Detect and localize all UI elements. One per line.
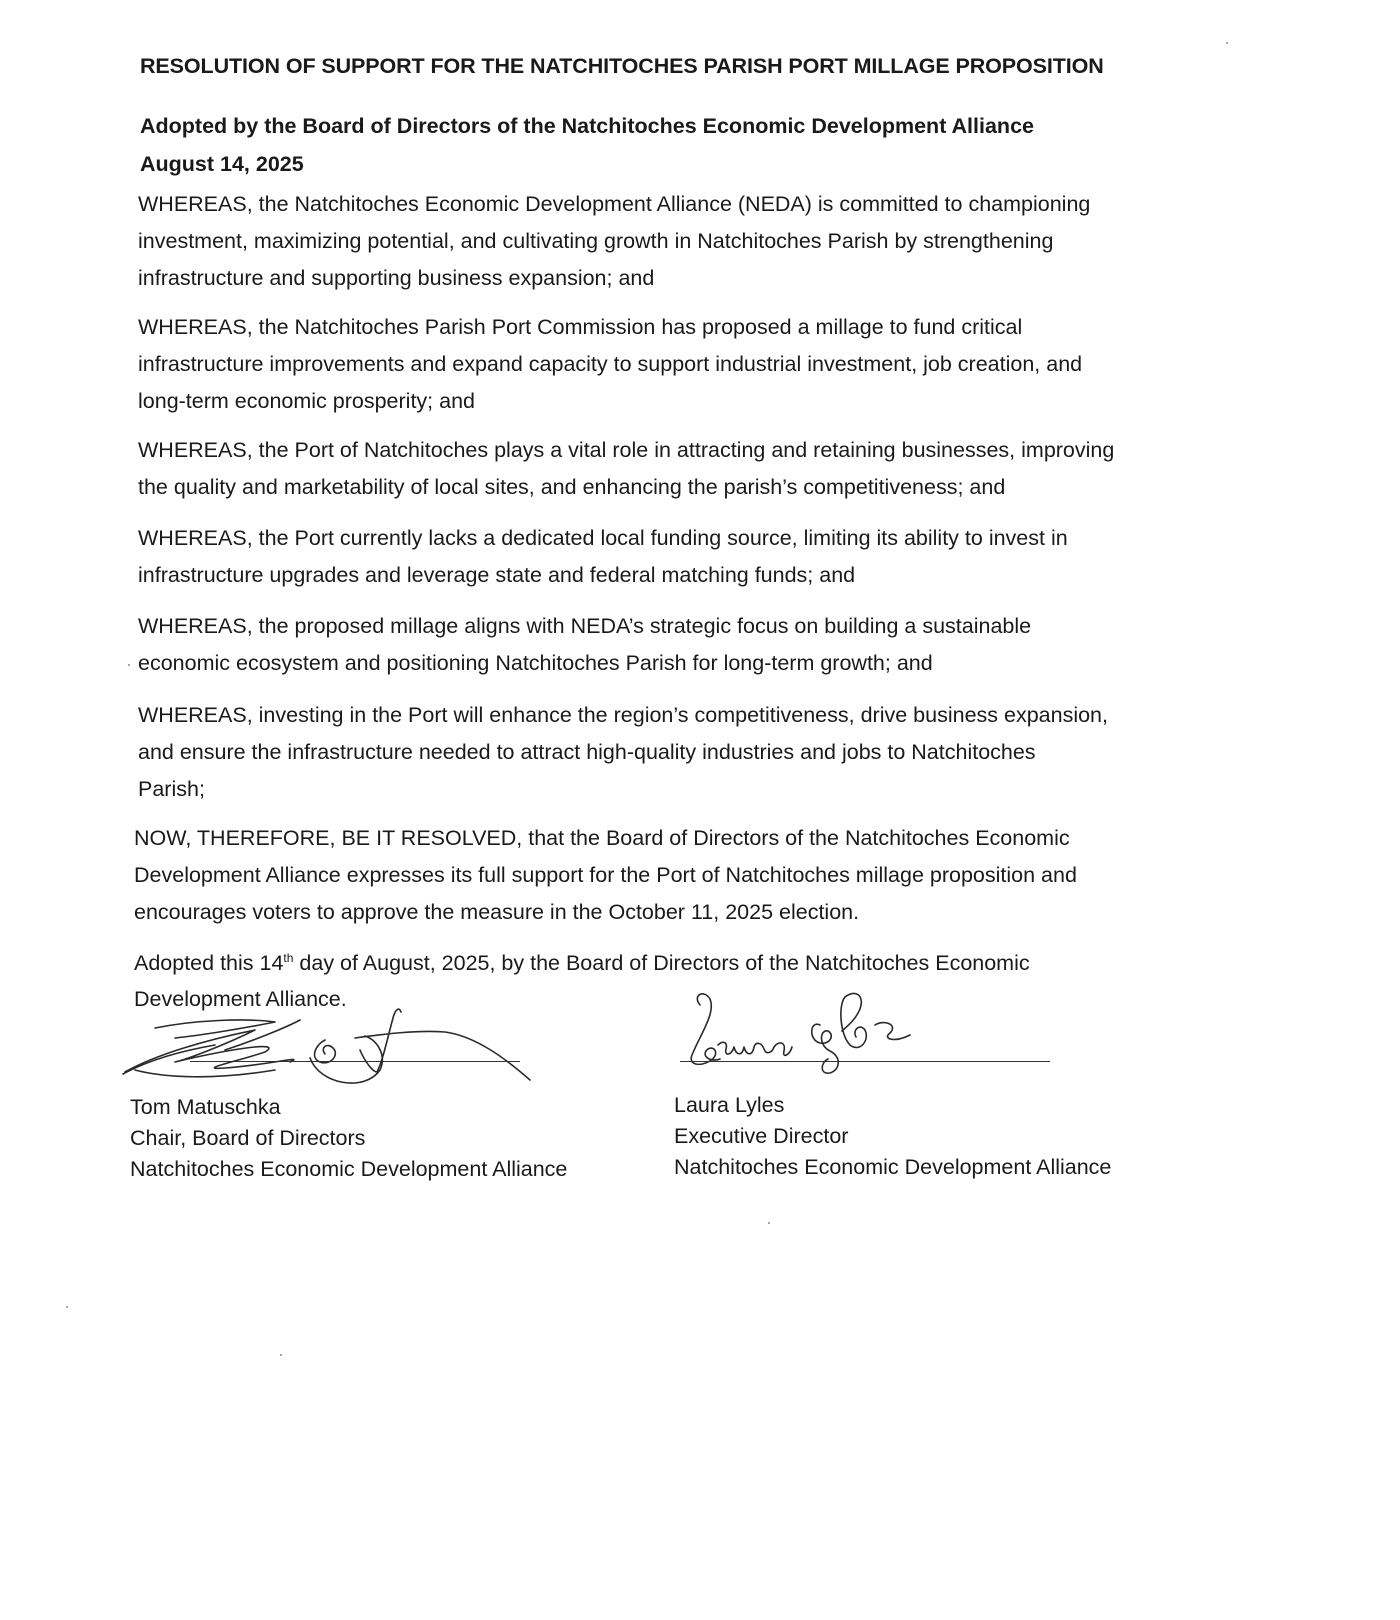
- paragraph-line: the quality and marketability of local sites, and enhancing the parish’s competitiveness; and: [138, 475, 1006, 499]
- paragraph-line: infrastructure improvements and expand capacity to support industrial investment, job creation, and: [138, 352, 1083, 376]
- whereas-paragraph-2: [138, 309, 1268, 420]
- adopted-line: [134, 945, 1264, 981]
- whereas-paragraph-4: [138, 520, 1268, 594]
- paragraph-line: investment, maximizing potential, and cultivating growth in Natchitoches Parish by strengthening: [138, 229, 1054, 253]
- paragraph-line: WHEREAS, the Port currently lacks a dedicated local funding source, limiting its ability to invest in: [138, 526, 1068, 550]
- scan-speck: [1226, 42, 1228, 44]
- paragraph-line: infrastructure and supporting business expansion; and: [138, 266, 655, 290]
- scan-speck: [128, 664, 130, 666]
- signer-title: Executive Director: [674, 1124, 849, 1148]
- paragraph-line: long-term economic prosperity; and: [138, 389, 475, 413]
- paragraph-line: encourages voters to approve the measure in the October 11, 2025 election.: [134, 900, 860, 924]
- signer-organization: Natchitoches Economic Development Alliance: [130, 1157, 568, 1181]
- paragraph-line: economic ecosystem and positioning Natchitoches Parish for long-term growth; and: [138, 651, 933, 675]
- adopted-suffix: day of August, 2025, by the Board of Directors of the Natchitoches Economic: [293, 951, 1030, 975]
- paragraph-line: NOW, THEREFORE, BE IT RESOLVED, that the Board of Directors of the Natchitoches Economic: [134, 826, 1070, 850]
- whereas-paragraph-5: [138, 608, 1268, 682]
- ordinal-superscript: th: [283, 950, 294, 965]
- scan-speck: [66, 1306, 68, 1308]
- document-title: RESOLUTION OF SUPPORT FOR THE NATCHITOCHES PARISH PORT MILLAGE PROPOSITION: [140, 54, 1104, 78]
- resolved-paragraph: [134, 820, 1264, 931]
- adoption-header: [140, 107, 1034, 183]
- paragraph-line: WHEREAS, the proposed millage aligns with NEDA’s strategic focus on building a sustainable: [138, 614, 1032, 638]
- paragraph-line: WHEREAS, the Natchitoches Parish Port Commission has proposed a millage to fund critical: [138, 315, 1023, 339]
- scan-speck: [768, 1222, 770, 1224]
- adoption-date: August 14, 2025: [140, 152, 304, 176]
- paragraph-line: Development Alliance expresses its full support for the Port of Natchitoches millage proposition and: [134, 863, 1077, 887]
- signer-block-director: [674, 1090, 1111, 1183]
- adopted-prefix: Adopted this 14: [134, 951, 284, 975]
- adoption-line: Adopted by the Board of Directors of the Natchitoches Economic Development Alliance: [140, 114, 1034, 138]
- paragraph-line: and ensure the infrastructure needed to attract high-quality industries and jobs to Natchitoches: [138, 740, 1036, 764]
- signer-name: Laura Lyles: [674, 1093, 785, 1117]
- signature-chair-image: [115, 1000, 545, 1095]
- paragraph-line: WHEREAS, the Port of Natchitoches plays a vital role in attracting and retaining businesses, improving: [138, 438, 1115, 462]
- paragraph-line: WHEREAS, the Natchitoches Economic Development Alliance (NEDA) is committed to championing: [138, 192, 1091, 216]
- whereas-paragraph-3: [138, 432, 1268, 506]
- whereas-paragraph-1: [138, 186, 1268, 297]
- signer-title: Chair, Board of Directors: [130, 1126, 366, 1150]
- paragraph-line: WHEREAS, investing in the Port will enhance the region’s competitiveness, drive business expansion,: [138, 703, 1108, 727]
- paragraph-line: Parish;: [138, 777, 205, 801]
- signer-block-chair: [130, 1092, 567, 1185]
- scan-speck: [280, 1354, 282, 1356]
- paragraph-line: infrastructure upgrades and leverage state and federal matching funds; and: [138, 563, 856, 587]
- adopted-line-2: Development Alliance.: [134, 987, 347, 1011]
- signature-director-image: [670, 985, 930, 1080]
- whereas-paragraph-6: [138, 697, 1268, 808]
- signer-name: Tom Matuschka: [130, 1095, 281, 1119]
- signer-organization: Natchitoches Economic Development Alliance: [674, 1155, 1112, 1179]
